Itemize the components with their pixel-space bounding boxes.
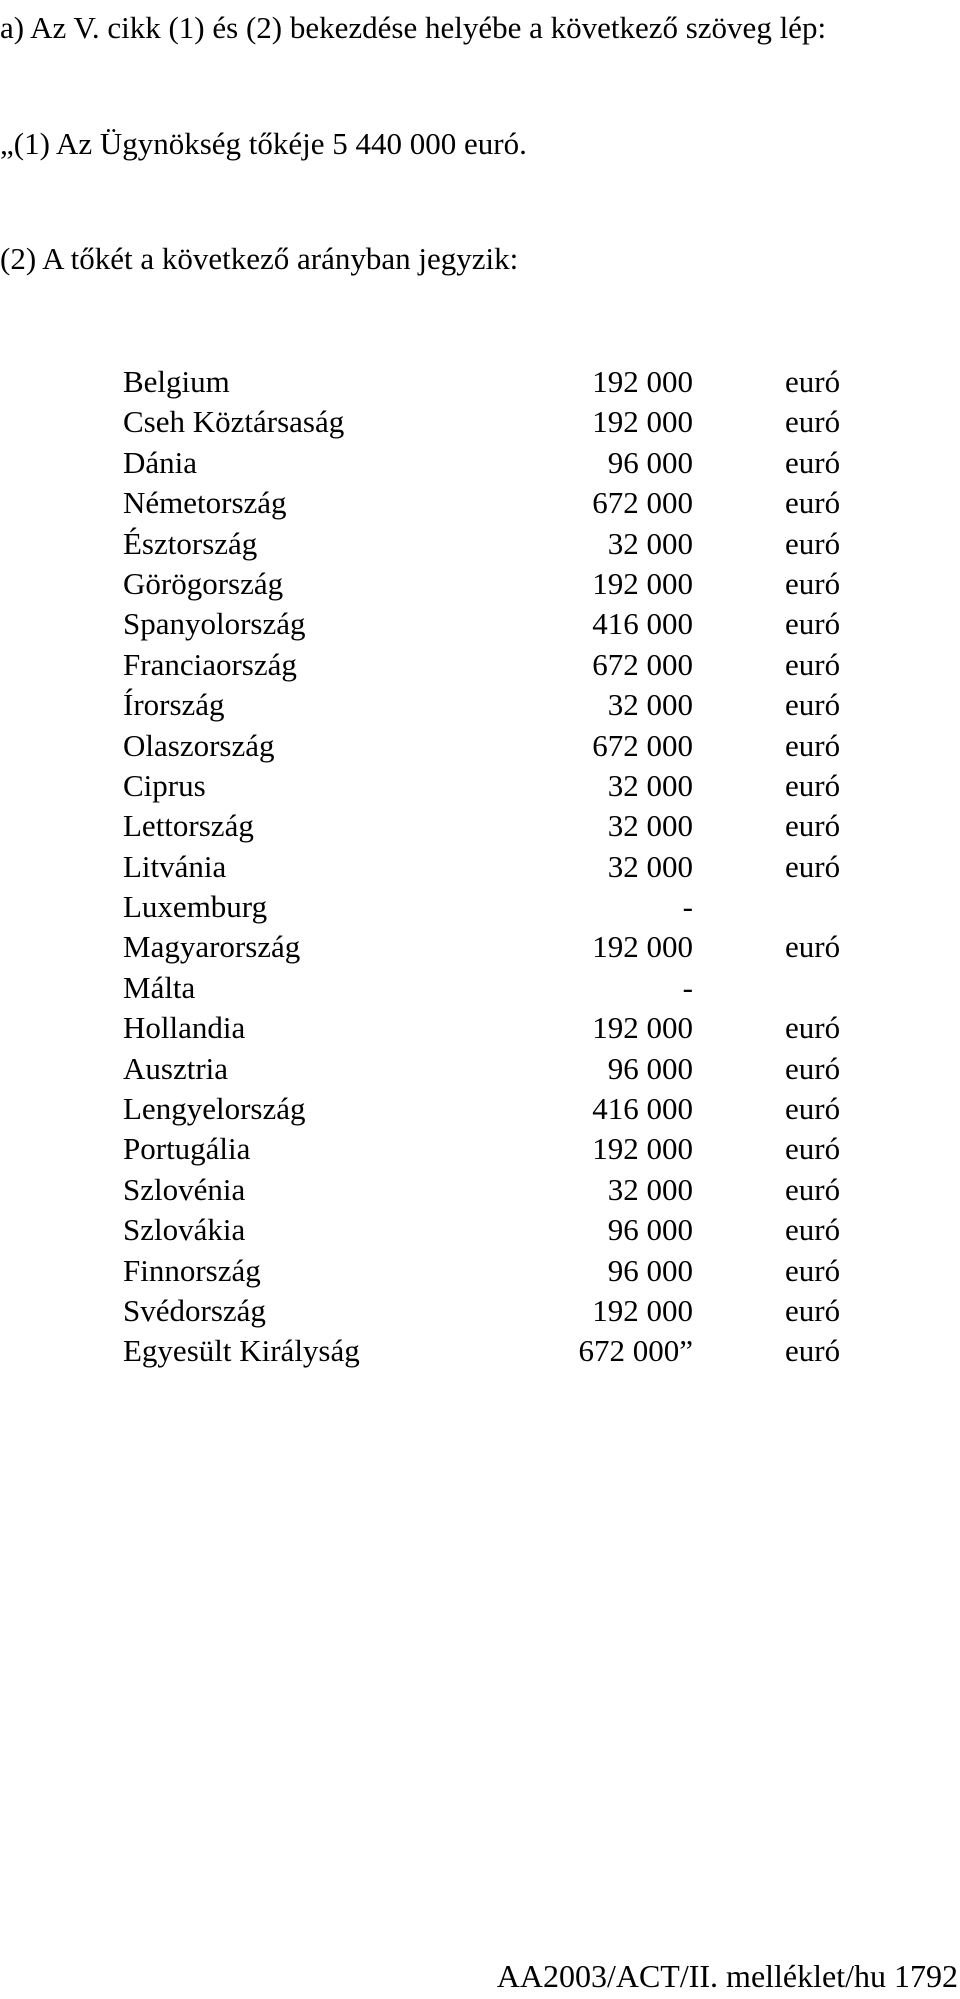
table-row [123, 402, 853, 442]
amount-value: 672 000 [592, 646, 693, 682]
table-row [123, 887, 853, 927]
table-row [123, 483, 853, 523]
amount-value: 96 000 [607, 444, 693, 480]
country-name: Görögország [123, 565, 284, 601]
currency-label: euró [785, 727, 841, 763]
table-row [123, 524, 853, 564]
country-name: Ausztria [123, 1050, 229, 1086]
country-name: Portugália [123, 1131, 251, 1167]
amount-value: - [682, 969, 693, 1005]
amount-value: 416 000 [592, 1091, 693, 1127]
currency-label: euró [785, 1010, 841, 1046]
amount-value: 32 000 [607, 767, 693, 803]
amount-value: 192 000 [592, 1010, 693, 1046]
currency-label: euró [785, 1333, 841, 1369]
country-name: Észtország [123, 525, 258, 561]
amount-value: 192 000 [592, 1131, 693, 1167]
amount-value: 192 000 [592, 565, 693, 601]
amount-value: 32 000 [607, 525, 693, 561]
currency-label: euró [785, 687, 841, 723]
amount-value: 192 000 [592, 404, 693, 440]
table-row [123, 968, 853, 1008]
amount-value: 32 000 [607, 808, 693, 844]
country-name: Magyarország [123, 929, 301, 965]
country-name: Németország [123, 485, 287, 521]
amount-value: 416 000 [592, 606, 693, 642]
table-row [123, 726, 853, 766]
country-name: Ciprus [123, 767, 206, 803]
capital-paragraph: „(1) Az Ügynökség tőkéje 5 440 000 euró. [0, 126, 527, 161]
country-name: Belgium [123, 364, 230, 399]
amount-value: 192 000 [592, 1292, 693, 1328]
amount-value: 32 000 [607, 687, 693, 723]
document-reference-footer: AA2003/ACT/II. melléklet/hu 1792 [496, 1958, 958, 1994]
country-name: Dánia [123, 444, 198, 480]
currency-label: euró [785, 808, 841, 844]
country-name: Lengyelország [123, 1091, 306, 1127]
currency-label: euró [785, 767, 841, 803]
amount-value: 672 000 [592, 485, 693, 521]
currency-label: euró [785, 485, 841, 521]
table-row [123, 1170, 853, 1210]
country-name: Írország [123, 687, 225, 723]
currency-label: euró [785, 606, 841, 642]
currency-label: euró [785, 444, 841, 480]
currency-label: euró [785, 525, 841, 561]
amount-value: 192 000 [592, 364, 693, 399]
currency-label: euró [785, 404, 841, 440]
currency-label: euró [785, 1050, 841, 1086]
table-row [123, 645, 853, 685]
country-name: Málta [123, 969, 196, 1005]
table-row [123, 927, 853, 967]
table-row [123, 564, 853, 604]
country-name: Franciaország [123, 646, 297, 682]
country-name: Spanyolország [123, 606, 306, 642]
table-row [123, 1049, 853, 1089]
table-row [123, 1210, 853, 1250]
country-name: Litvánia [123, 848, 227, 884]
currency-label: euró [785, 848, 841, 884]
amount-value: 32 000 [607, 848, 693, 884]
table-row [123, 604, 853, 644]
amount-value: 96 000 [607, 1252, 693, 1288]
amount-value: 32 000 [607, 1171, 693, 1207]
table-row [123, 443, 853, 483]
table-row [123, 1129, 853, 1169]
currency-label: euró [785, 929, 841, 965]
table-row [123, 1251, 853, 1291]
table-row [123, 1331, 853, 1371]
currency-label: euró [785, 565, 841, 601]
table-row [123, 1008, 853, 1048]
country-name: Cseh Köztársaság [123, 404, 345, 440]
country-name: Szlovénia [123, 1171, 246, 1207]
currency-label: euró [785, 1292, 841, 1328]
currency-label: euró [785, 1131, 841, 1167]
table-row [123, 1291, 853, 1331]
country-name: Finnország [123, 1252, 261, 1288]
currency-label: euró [785, 1171, 841, 1207]
amount-value: 672 000 [592, 727, 693, 763]
currency-label: euró [785, 646, 841, 682]
amount-value: 672 000” [578, 1333, 693, 1369]
currency-label: euró [785, 1091, 841, 1127]
country-name: Hollandia [123, 1010, 246, 1046]
country-name: Szlovákia [123, 1212, 246, 1248]
table-row [123, 685, 853, 725]
country-name: Egyesült Királyság [123, 1333, 360, 1369]
amount-value: - [682, 889, 693, 925]
currency-label: euró [785, 364, 841, 399]
table-row [123, 362, 853, 402]
country-name: Lettország [123, 808, 254, 844]
intro-paragraph: a) Az V. cikk (1) és (2) bekezdése helyébe a következő szöveg lép: [0, 10, 827, 45]
table-row [123, 847, 853, 887]
currency-label: euró [785, 1252, 841, 1288]
country-name: Svédország [123, 1292, 266, 1328]
capital-allocation-table [123, 362, 853, 1372]
table-row [123, 766, 853, 806]
country-name: Luxemburg [123, 889, 268, 925]
amount-value: 96 000 [607, 1050, 693, 1086]
table-row [123, 1089, 853, 1129]
amount-value: 96 000 [607, 1212, 693, 1248]
subscription-paragraph: (2) A tőkét a következő arányban jegyzik: [0, 241, 519, 276]
amount-value: 192 000 [592, 929, 693, 965]
country-name: Olaszország [123, 727, 275, 763]
currency-label: euró [785, 1212, 841, 1248]
table-row [123, 806, 853, 846]
